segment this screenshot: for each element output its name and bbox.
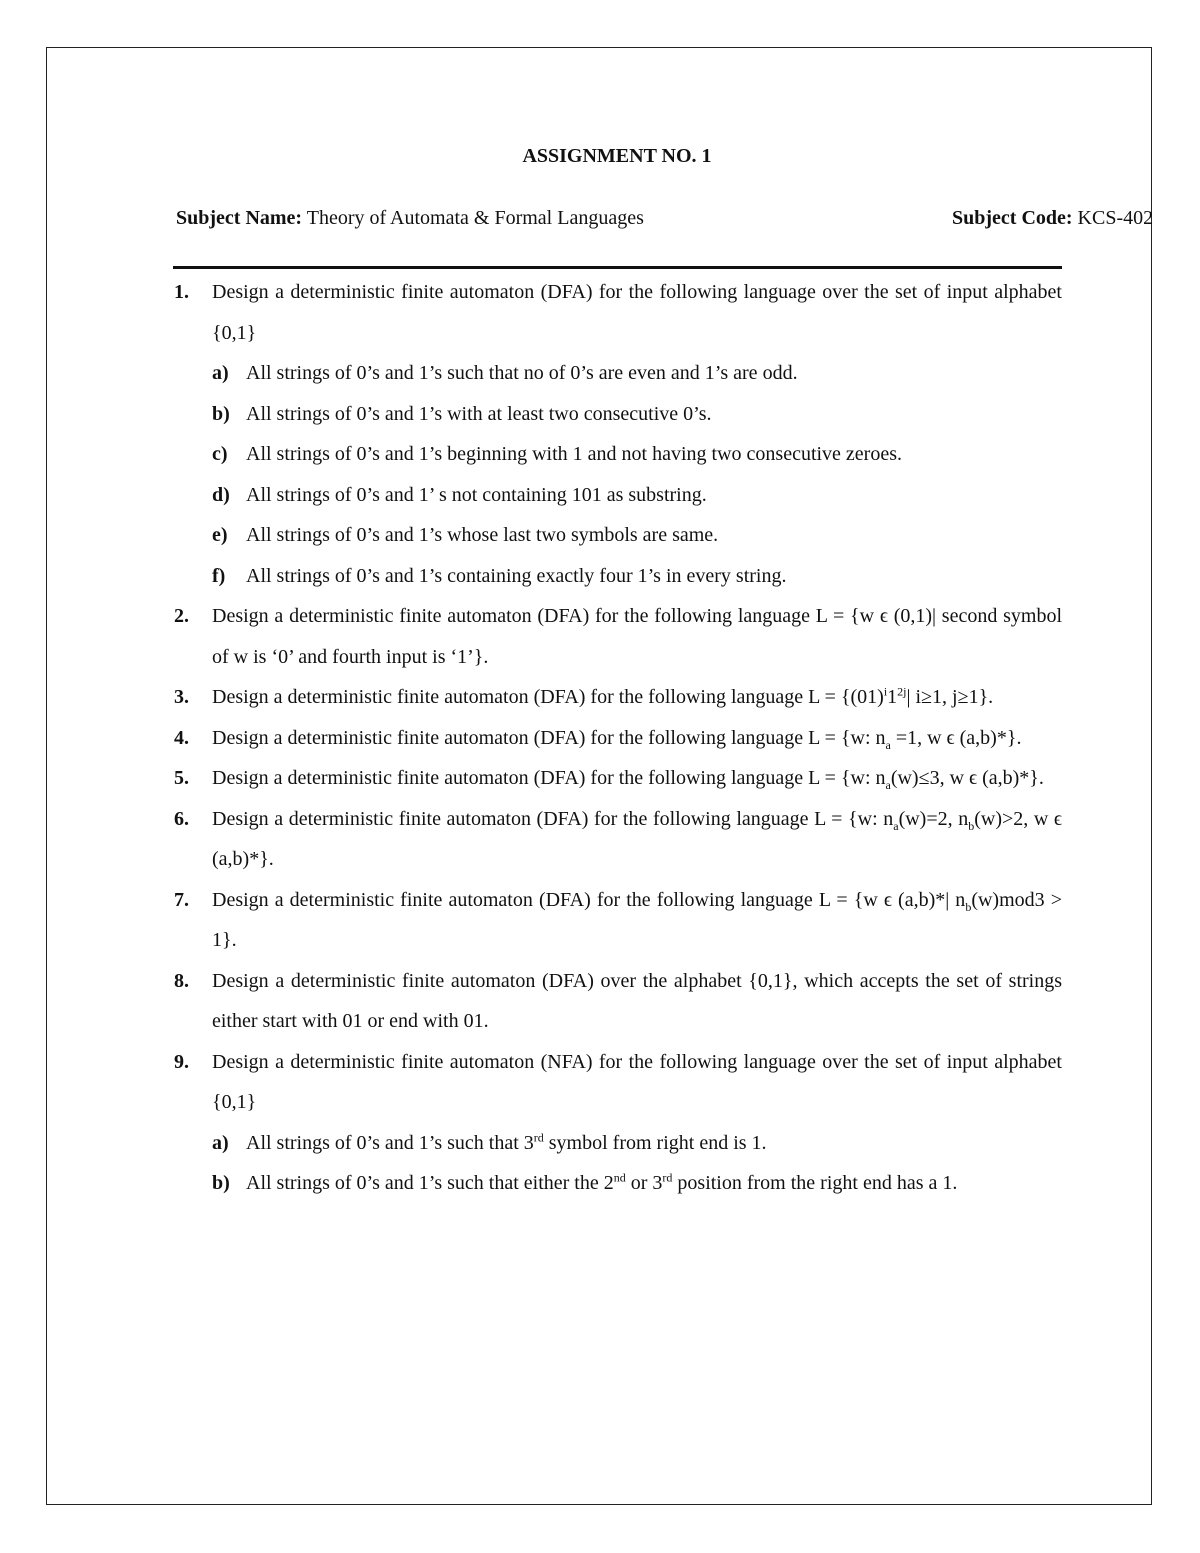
question-1e [212, 515, 1062, 556]
question-3 [174, 677, 1062, 718]
question-list [174, 272, 1062, 1204]
text-part: (w)mod3 > 1}. [212, 888, 1062, 951]
question-6 [174, 799, 1062, 880]
subject-name-label: Subject Name: [176, 207, 303, 229]
sub-text [246, 1123, 1062, 1164]
sub-text: All strings of 0’s and 1’s such that no of 0’s are even and 1’s are odd. [246, 362, 798, 384]
question-1f [212, 556, 1062, 597]
question-text: Design a deterministic finite automaton (DFA) for the following language L = {w ϵ (0,1)| second symbol of w is ‘0’ and fourth input is ‘1’}. [212, 605, 1062, 668]
sub-letter: b) [212, 1172, 230, 1194]
text-part: Design a deterministic finite automaton (DFA) for the following language L = {w: n [212, 726, 886, 749]
header-rule [173, 266, 1062, 269]
subscript: b [968, 818, 975, 833]
text-part: or 3 [625, 1172, 663, 1194]
subject-code-label: Subject Code: [952, 207, 1073, 229]
question-1c [212, 434, 1062, 475]
superscript: rd [533, 1129, 544, 1144]
sub-letter: d) [212, 483, 230, 506]
question-8 [174, 961, 1062, 1042]
subscript: b [965, 899, 972, 914]
text-part: 1 [887, 686, 898, 708]
subject-code-value: KCS-402 [1072, 207, 1154, 229]
text-part: (w)≤3, w ϵ (a,b)*}. [890, 767, 1044, 789]
text-part: All strings of 0’s and 1’s such that 3 [246, 1131, 534, 1154]
subscript: a [885, 737, 891, 752]
subject-code [952, 207, 1153, 230]
sub-text [246, 1163, 1062, 1204]
question-text: Design a deterministic finite automaton (NFA) for the following language over the set of input alphabet {0,1} [212, 1050, 1062, 1113]
text-part: =1, w ϵ (a,b)*}. [890, 726, 1022, 749]
question-text [212, 677, 1062, 718]
sub-letter: a) [212, 1131, 229, 1154]
sub-text: All strings of 0’s and 1’s whose last two symbols are same. [246, 524, 719, 546]
question-9 [174, 1042, 1062, 1123]
text-part: (w)>2, w ϵ (a,b)*}. [212, 807, 1062, 870]
question-1d [212, 475, 1062, 516]
sub-text: All strings of 0’s and 1’s beginning with 1 and not having two consecutive zeroes. [246, 443, 903, 465]
sub-text: All strings of 0’s and 1’s containing exactly four 1’s in every string. [246, 564, 787, 587]
question-number: 2. [174, 605, 189, 627]
text-part: Design a deterministic finite automaton (DFA) for the following language L = {w: n [212, 807, 894, 830]
superscript: i [883, 684, 888, 699]
question-7 [174, 880, 1062, 961]
subject-name-value: Theory of Automata & Formal Languages [302, 207, 644, 229]
question-9a [212, 1123, 1062, 1164]
sub-letter: f) [212, 564, 226, 587]
question-number: 8. [174, 969, 189, 992]
sub-letter: c) [212, 443, 228, 465]
question-text: Design a deterministic finite automaton (DFA) for the following language over the set of input alphabet {0,1} [212, 281, 1062, 344]
question-text: Design a deterministic finite automaton (DFA) over the alphabet {0,1}, which accepts the set of strings either start with 01 or end with 01. [212, 969, 1062, 1032]
text-part: Design a deterministic finite automaton (DFA) for the following language L = {w ϵ (a,b)*| n [212, 888, 966, 911]
question-number: 3. [174, 686, 189, 708]
sub-letter: b) [212, 402, 230, 425]
question-text [212, 718, 1062, 759]
question-4 [174, 718, 1062, 759]
superscript: 2j [897, 684, 907, 699]
subscript: a [885, 778, 891, 792]
text-part: Design a deterministic finite automaton (DFA) for the following language L = {w: n [212, 767, 886, 789]
sub-text: All strings of 0’s and 1’s with at least two consecutive 0’s. [246, 402, 712, 425]
question-number: 9. [174, 1050, 189, 1073]
text-part: symbol from right end is 1. [543, 1131, 767, 1154]
sub-letter: a) [212, 362, 229, 384]
question-number: 5. [174, 767, 189, 789]
page-title: ASSIGNMENT NO. 1 [522, 145, 712, 167]
question-number: 4. [174, 726, 189, 749]
question-1a [212, 353, 1062, 394]
question-text [212, 799, 1062, 880]
question-text [212, 758, 1062, 799]
question-number: 7. [174, 888, 189, 911]
sub-text: All strings of 0’s and 1’ s not containing 101 as substring. [246, 483, 707, 506]
superscript: nd [613, 1170, 626, 1185]
question-2 [174, 596, 1062, 677]
question-text [212, 880, 1062, 961]
subject-row [176, 207, 1154, 230]
sub-letter: e) [212, 524, 228, 546]
question-1b [212, 394, 1062, 435]
superscript: rd [662, 1170, 673, 1185]
question-9b [212, 1163, 1062, 1204]
question-number: 1. [174, 281, 189, 303]
question-1 [174, 272, 1062, 353]
question-5 [174, 758, 1062, 799]
text-part: Design a deterministic finite automaton (DFA) for the following language L = {(01) [212, 686, 884, 708]
subscript: a [893, 818, 899, 833]
text-part: (w)=2, n [898, 807, 969, 830]
text-part: position from the right end has a 1. [672, 1172, 958, 1194]
text-part: All strings of 0’s and 1’s such that either the 2 [246, 1172, 614, 1194]
question-number: 6. [174, 807, 189, 830]
text-part: | i≥1, j≥1}. [906, 686, 994, 708]
